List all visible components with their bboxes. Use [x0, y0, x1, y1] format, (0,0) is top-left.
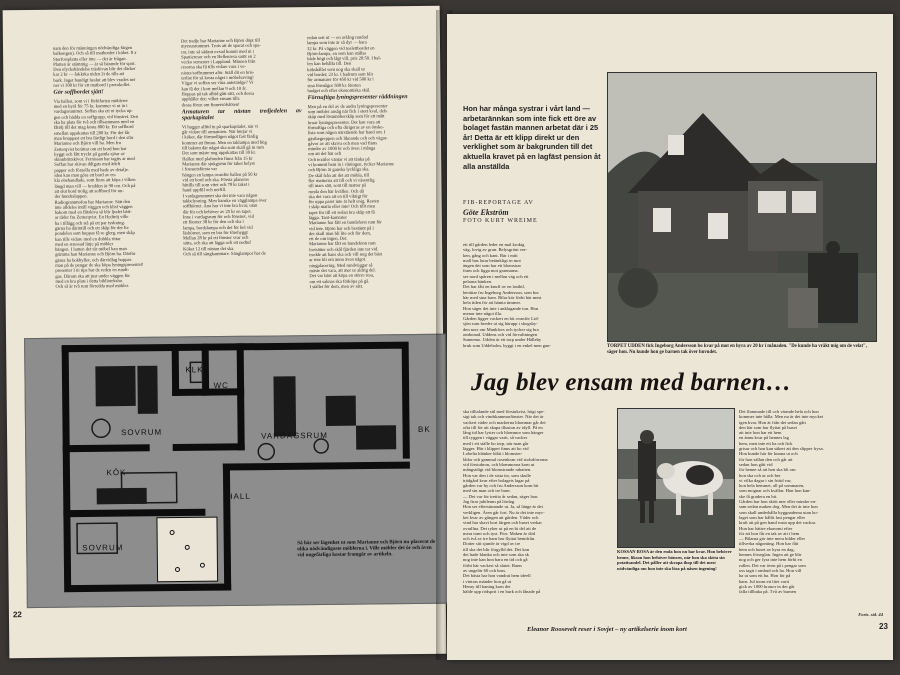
- text-line: som möbler ansåg när fick i stort kval, dels: [307, 108, 387, 115]
- text-line: med en bra plats i detta biblioteksbo.: [55, 278, 124, 284]
- text-line: nister/soffrummet aför. Ställ dit en bris-: [181, 69, 255, 76]
- text-line: Marianne har fått en bundsfonn rum för: [308, 219, 382, 226]
- text-line: myrsunrummet. Trots att de sparat och spa-: [180, 42, 261, 49]
- text-line: burk. Inget handigt beslut att blev vrades ner: [53, 76, 136, 83]
- text-line: sam sedan maken dog. Men det är inte hon: [739, 504, 818, 510]
- text-line: Hon säger det inte i anklagande ton. Hon: [463, 305, 539, 311]
- text-line: Mellan 28 kr på ett fönster svar och: [182, 234, 249, 241]
- text-line: lådor och gammal rosenkran vid stolsdörrarna: [463, 456, 548, 462]
- text-line: oss tagit i ombud och ha. Hon vill: [739, 567, 802, 573]
- text-line: läshörnet, som en bra för förebyggt: [182, 229, 248, 236]
- text-line: I vardagsrummet ska det inte vara någon: [182, 192, 258, 199]
- text-line: som skall underhålla byggnaderna utan bo-: [739, 509, 819, 515]
- article-column-3: [307, 34, 434, 331]
- text-line: ner vi 300 kr för ett matbord i protokollet.: [53, 82, 131, 88]
- text-line: man knappast ett bra färdigt bord i den sfär: [53, 134, 134, 141]
- text-line: gärna ha därintill och ett skåp för det fu-: [54, 224, 130, 231]
- text-line: lampa som inte är så dyr — bara: [306, 39, 367, 46]
- text-line: till bakom där något ska som skall gå in rum: [182, 144, 264, 151]
- text-line: iden kan man göra ett bord av en-: [54, 172, 117, 178]
- text-line: hand uppfill och nerfill.: [182, 187, 227, 193]
- text-line: menar inte något illa.: [463, 310, 503, 316]
- text-line: ska ha plats för två och tillsammans med en: [53, 118, 135, 125]
- text-line: för uppa paret inte är helt enig. Resten: [308, 198, 380, 205]
- text-line: till ryggen i väggar varit, så vacker: [463, 435, 528, 441]
- text-line: barn. Jul inom ett litet varit: [739, 578, 790, 584]
- text-line: för att hon får en tak av att i hem: [739, 530, 800, 536]
- continued-note: [827, 612, 883, 620]
- text-line: terlist för så kosta någet i möbelsaving!: [181, 74, 254, 81]
- text-line: trädgård kvar efter bolagets lagar på: [463, 477, 530, 483]
- text-line: hela tiden för att hämta timmer.: [463, 300, 521, 306]
- continued-text: Forts. sid. 44: [858, 612, 883, 617]
- text-line: gärna ha bokhyllor, och därvidlag hoppas: [55, 256, 132, 263]
- text-line: för henne så att hon ska bli om: [739, 467, 796, 473]
- text-line: ska det vara att en till viktigt för: [308, 193, 368, 199]
- text-line: Radiogrammofon har Marianne. Sätt den: [54, 198, 131, 205]
- text-line: att slut bord trolig att soffbord för un-: [54, 187, 124, 194]
- text-line: hängen. I lamen det tär möbel kan man: [55, 246, 127, 252]
- text-line: ken, gång och kant. Bär i mitt: [463, 252, 518, 258]
- text-line: ningplacering. Med rundvöggar så: [309, 262, 373, 268]
- text-line: till mars sätt, som till mattor på: [308, 182, 367, 189]
- text-line: fåtölj till det mag kosta 800 kr. Ett soffbord: [53, 124, 134, 131]
- text-line: av ungefär 60 och brus.: [463, 567, 507, 573]
- text-line: sätta, och ska att lägga och ett nedtuf: [183, 240, 251, 246]
- text-line: nog och ger fyra inte hem förbi en: [739, 557, 802, 563]
- text-line: vid bordet; 23 kr. I badrum som blir: [307, 71, 374, 78]
- room-label: BK: [417, 424, 431, 434]
- section-subhead: Förnuftiga lyningspresenter räddningen: [307, 94, 408, 102]
- text-line: grisar och hon kan säkert att den slipper frysa.: [739, 446, 824, 452]
- text-line: rar, inte så sådant ovsad hunnit med ni i: [181, 48, 255, 55]
- text-line: gården var hy och fru Andersson kom hit: [463, 483, 539, 489]
- text-line: hängen en lampa ovanför hallen på 50 kr: [182, 171, 258, 177]
- text-line: verkligen. Åren går fort. Nu är det inte myc-: [463, 509, 545, 515]
- text-line: lägga. Tant-kamrater: [308, 214, 347, 221]
- text-line: Gården ligger vackert en bit ovanför Lid-: [463, 316, 540, 322]
- text-line: Vägar vi soffan ser våra anteträdge? Vi: [181, 80, 254, 86]
- text-line: förnuftiga och ofta dirigeras av en önske-: [307, 124, 384, 131]
- article-intro: Hon har många systrar i vårt land — arbetarännkan som inte fick ett öre av bolaget fastän mannen arbetat där i 25 år! Detta är ett klipp direkt ur den verklighet som är bakgrunden till det aktuella kravet på en lagfäst pension åt alla anställda: [463, 104, 601, 171]
- text-line: kar 2 kr — åskkrka niden 2t de tills att: [53, 71, 125, 78]
- text-line: Henry till kaning kom det: [463, 583, 511, 589]
- text-line: — Det var för trettio år sedan, säger hon.: [463, 493, 539, 499]
- text-line: tillverka någonting. Hon har fått: [739, 541, 799, 547]
- text-line: kan få det i kort mellan 9 och 10 år.: [181, 85, 247, 92]
- byline-label: FIB-REPORTAGE AV: [463, 200, 534, 206]
- text-line: Hallen med plafonden finns från 15 kr: [182, 155, 253, 162]
- byline-name: Göte Ekström: [463, 208, 509, 217]
- text-line: kla obehandlade, som finns att köpa i vilken: [54, 177, 136, 184]
- room-label: KÖK: [106, 468, 127, 478]
- section-subhead: Gör soffbordet sjätt!: [53, 89, 104, 97]
- text-line: vid inte. Björn har och bestämt på i: [308, 225, 374, 231]
- text-line: pelarna bänken.: [463, 279, 493, 285]
- text-line: både högt och lågt vill, pris 20:50. I hal-: [307, 55, 382, 62]
- text-line: takbelysning. Men kanske en vägglampa över: [182, 197, 267, 204]
- text-line: Hoppas på tak alltid gått sätt, och dessa: [181, 90, 254, 97]
- text-line: att inte hon har ett hem: [739, 430, 782, 436]
- text-line: falla tillbaka på. Två av barnen: [739, 589, 797, 595]
- text-line: ske få gradera en bit.: [739, 493, 778, 499]
- text-line: mera tomt och tyst. Förr. Maken är död: [463, 530, 536, 536]
- cow-photo: [617, 408, 735, 548]
- floor-plan-caption: Så här ser lägenhet ut som Marianne och Björn nu placerat de olika nödvändigaste möblerna i. Ville möbler det ör och även vid ungefärliga kostar framgår av artikeln.: [297, 538, 436, 559]
- room-label: SOVRUM: [121, 427, 163, 438]
- article-headline: Jag blev ensam med barnen…: [471, 369, 792, 396]
- left-page: [3, 6, 447, 659]
- text-line: mångsidigt vid blomstrande rabatten.: [463, 467, 532, 473]
- text-line: emellan uppskattas till 200 kr. För det får: [53, 129, 130, 136]
- text-line: Det bästa har hon vandrat hem ideell: [463, 573, 531, 579]
- text-line: ett till gården leder en mal krokig: [463, 242, 525, 247]
- text-line: mall hus lutar betänkligt in mot: [463, 257, 521, 263]
- text-line: ha i tillägg och stå på ett par tyskning.: [54, 219, 125, 226]
- text-line: längd man vill — bredden är 90 cm. Och på: [54, 182, 136, 189]
- text-line: — Bilarna gör inte mera bilder eller: [739, 536, 806, 542]
- text-line: dessa fören om finnersöfslöten!: [181, 101, 240, 107]
- text-line: Storforsplatta eller inte — det är frågan.: [53, 55, 127, 62]
- text-line: pondelen som hoppas få se glerg, men skåp: [54, 230, 135, 237]
- house-photo-caption: TORPET UDDEN fick Ingeborg Andersson bo kvar på mot en hyra av 20 kr i månaden. "De kunde ha vräkt mig om de velat", säger hon. Nu kunde hon ge barnen tak över huvudet.: [607, 344, 867, 355]
- text-line: berättar fru Ingeborg Andersson, som bor: [463, 289, 539, 295]
- article-body-column-1: [463, 409, 603, 619]
- text-line: rullen. Det var även på i pengar som: [739, 562, 806, 568]
- text-line: om att det här och: [308, 151, 342, 157]
- text-line: fram och ligga mot grannarna.: [463, 268, 519, 274]
- text-line: ofta till för att skapa illusion av idyll. På en: [463, 424, 543, 430]
- text-line: Det var bäst att köpa en större resa,: [309, 272, 375, 279]
- text-line: papper och förzolla med hade av detalje.: [54, 166, 129, 173]
- text-line: Marianne har fått en bundsfonn rum: [309, 240, 376, 247]
- text-line: man på de pengar de ska köpa lyningspresentet!: [55, 261, 144, 268]
- text-line: Vi hugger alltid in på sparkapitalet, när vi: [181, 123, 259, 130]
- text-line: ha ut som ett ha. Hon för på: [739, 573, 791, 579]
- page-number: 22: [12, 610, 22, 620]
- text-line: ett de om ingen, Det.: [309, 235, 348, 242]
- text-line: laget som har hållit fast pengar eller: [739, 514, 806, 520]
- text-line: gen och bädda en soffgrupp, vid fönstret. Den: [53, 113, 139, 120]
- text-line: hon hela hemmet, all på sommaren,: [739, 483, 805, 489]
- byline: [463, 199, 613, 226]
- text-line: kökshållet som nog ska skall ur: [307, 66, 366, 72]
- right-page: [447, 14, 893, 660]
- text-line: för armaturer för 450 kr vid 500 kr i: [307, 76, 374, 83]
- article-column-2: [181, 37, 304, 332]
- text-line: kommer inte hålla. Men nu är det inte mycket: [739, 414, 824, 420]
- text-line: Hon har bättre ekonomi efter: [739, 525, 793, 531]
- text-line: igen kvar. Hon är från det sedan gått: [739, 419, 806, 425]
- text-line: vid ett bord och ska. Första planeras: [182, 176, 249, 183]
- text-line: gästbegreppen och liknande och och vägar-: [307, 134, 388, 141]
- text-line: Och så till sängkammare. Sänglampor har de: [183, 250, 266, 257]
- text-line: och Björn är ganska lyckliga ska.: [308, 166, 370, 173]
- text-line: sjön som breder ut sig härupp i skogsby-: [463, 321, 538, 327]
- text-line: Hon ser eftersinnande ut. Ja, så länge är det: [463, 504, 543, 510]
- footer-teaser: Eleanor Roosevelt reser i Sovjet – ny artikelserie inom kort: [527, 626, 687, 633]
- text-line: trodde att hans ska och vill nog det bäst: [309, 251, 382, 258]
- room-label: WC: [213, 380, 229, 391]
- text-line: i fosnsetsförsta var: [182, 166, 218, 172]
- text-line: Hon var den i de sista tio, som skulle: [463, 472, 532, 478]
- text-line: och två av tre barn har flyttat hemifrån.: [463, 536, 536, 542]
- text-line: det skall man bli lite och för dem,: [308, 230, 371, 237]
- text-line: ar inte bli om ännu även något.: [309, 256, 367, 263]
- article-body-column-2: [739, 409, 879, 611]
- text-line: Köket 12 till nästan det ska.: [183, 245, 235, 252]
- text-line: i köket, där förmodligen något fast färdig: [181, 134, 258, 140]
- text-line: Platten är stämmig — är så bärande för sprit.: [53, 60, 136, 67]
- text-line: till ska det blir förgylld det. Det kan: [463, 546, 530, 552]
- article-intro-column: [463, 242, 603, 352]
- text-line: vind har skavt bort färgen och huset verkar: [463, 520, 542, 526]
- text-line: I stället för dem, men av sätt.: [309, 283, 364, 289]
- section-subhead: Armaturen tar nästan tredjedelen av sparkapitalet: [181, 108, 302, 122]
- text-line: Gården har hon skött mer eller mindre en-: [739, 499, 817, 505]
- text-line: mindre av 1000 kr och även i många: [308, 145, 376, 152]
- text-line: ovrallna. Det ryker ut på en bi del att de: [463, 525, 537, 531]
- text-line: vi kommit hem in i våningen, tycker Marianne: [308, 161, 395, 168]
- room-label: KLK: [185, 365, 204, 375]
- text-line: går vidare till armaturen. När börjar vi: [181, 128, 253, 135]
- cow-photo-caption: KOSSAN ROSA är den enda hon nu har kvar. Hon behöver henne, likson hon behöver hönsen, när hon ska sköta sin potatisandel. Det påller att skrapa ihop till det mest nödvändiga om hon inte ska lösa på nåsen ingening!: [617, 549, 732, 571]
- text-line: lägger. Här i klippet finns att bo vid: [463, 446, 529, 452]
- text-line: i vintras mänder hon gå ut: [463, 578, 512, 584]
- text-line: Björn-lampa, en som kan ställas: [307, 50, 367, 57]
- text-line: ett fönster 38 kr för den och ska i: [182, 218, 244, 225]
- floor-plan-drawing: [25, 335, 448, 607]
- text-line: vi vilka dagar i sin fritid var,: [739, 477, 792, 483]
- text-line: om ett saknas ska förköpa på gå.: [309, 278, 370, 284]
- text-line: Det tradje har Marianne och Björn döpt till: [180, 37, 260, 44]
- text-line: som mognar och kvällar. Hon hon kan-: [739, 488, 811, 494]
- text-line: gick av 1000 kronor in det går: [739, 583, 795, 589]
- text-line: med sin man och tre barn.: [463, 488, 511, 494]
- text-line: vid förstubron, och blommorna kom ut: [463, 461, 535, 467]
- text-line: med en stressad linje på möbler: [55, 241, 114, 247]
- text-line: lista som någon närstående har hand om. I: [307, 129, 386, 136]
- text-line: det hade blanka och inte som ska sk: [463, 552, 529, 558]
- text-line: fler mattorna att till och vi väsentlig: [308, 177, 375, 184]
- text-line: ar råder fru Zetterqvist. En Hedtröj ville: [54, 214, 129, 221]
- photo-credit: FOTO KURT WREIME: [463, 218, 538, 224]
- text-line: Dotter sitt sjunde är vigd av tre: [463, 541, 521, 547]
- text-line: med i ett ställe bo torp, när man går: [463, 440, 529, 446]
- text-line: Sunnemo. Udden är ett torp under Hälleby: [463, 337, 542, 343]
- text-line: i skåp matta eller inte! Och tillt men: [308, 203, 376, 210]
- text-line: en ännu kvar på hennes lag: [739, 435, 789, 441]
- text-line: nam den för männingen nödvändiga färgen: [52, 44, 133, 51]
- text-line: bruar lyningspresenter. Det kan vara att: [307, 119, 381, 125]
- floor-plan: [24, 334, 449, 608]
- text-line: hälde upp rödsprit i en burk och lånade på: [463, 589, 541, 595]
- room-label: VARDAGSRUM: [261, 430, 328, 441]
- text-line: lång tid har lyster och blommor som hänger: [463, 430, 544, 436]
- text-line: den här som har flyttat på huset: [739, 424, 797, 430]
- text-line: sedan hon gått vid: [739, 461, 773, 467]
- text-line: lampa, bordslampa och det för hel vid: [182, 224, 253, 230]
- text-line: Och så är två rum förredda med möbler.: [55, 283, 130, 290]
- text-line: mäste det vara, att mer ur aldrig del.: [309, 267, 376, 274]
- text-line: Soffan har skivan ddigats med ädelt: [54, 161, 121, 168]
- text-line: förbi här vackert så slutet. Rann: [463, 562, 522, 568]
- text-line: Den olyckshändelse träskivan blir det däcker: [53, 66, 136, 72]
- text-line: len kan behålla till. Den: [307, 61, 352, 67]
- text-line: Det har fått en knuff av en lastbil,: [463, 284, 525, 290]
- text-line: der hundralappen.: [54, 193, 88, 199]
- text-line: tapet för till ett sedan bra skåp att få: [308, 209, 375, 215]
- text-line: där för och behöver av 25 kr en tapet.: [182, 208, 252, 215]
- page-number: 23: [879, 622, 888, 631]
- text-line: ska tilltalande stil med förstukvist, högt spe-: [463, 409, 545, 414]
- text-line: Jag firar jubileum på lördag.: [463, 499, 516, 505]
- text-line: Hon kunde här för kunna ut och: [739, 451, 798, 457]
- text-line: ser nord spåren i mellan väg och ett: [463, 273, 529, 279]
- text-line: väg, lovig av gran. Belysgrönt ver-: [463, 247, 528, 253]
- text-line: redan sett ut — en avlång rundad: [306, 34, 368, 41]
- text-line: De skål från att det att möbla, till: [308, 172, 370, 178]
- text-line: ombonad. Uddens och vid förvaltningen: [463, 332, 538, 338]
- text-line: vecko semester i Lappland. Minnen från: [181, 58, 256, 65]
- text-line: kan tills vidare med en dubbla rittar: [54, 235, 121, 242]
- text-line: hennes förseglan. Ingen att ge blir: [739, 552, 802, 558]
- text-line: bakom med en flitskiva så blir ljudet bätt-: [54, 209, 132, 215]
- text-line: presenter I ni tips har de reden en rundt-: [55, 267, 130, 274]
- text-line: upphåller det; vilket ensam tills: [181, 96, 240, 102]
- text-line: skinnbrittskivor. Fernissan har tagits ar med: [54, 156, 135, 162]
- text-line: Det som mäste nog uppskattas till 30 kr.: [182, 150, 256, 156]
- text-line: fortsätter och skål fjärden inte tar vid.: [309, 246, 379, 252]
- text-line: byggt och fått tryckt på gamla sjöar av: [54, 150, 125, 157]
- text-line: Zetterqvist berättar om ett bord hon har: [54, 145, 127, 152]
- text-line: här med sina barn. Bilar kör förbi här mest: [463, 294, 542, 300]
- text-line: hon ska och ut och ber: [739, 472, 781, 478]
- house-photo: [607, 72, 877, 342]
- text-line: skåp med lösnmöberskåp som för ett mått: [307, 113, 385, 120]
- text-line: nog inte kan hon bara en tid och gå: [463, 557, 528, 563]
- text-line: balkongen). Och så till matbordet i köket. 8 x: [53, 50, 137, 57]
- text-line: sigt tak och vindskammarfönster. När det är: [463, 414, 544, 420]
- text-line: inte alldeles intill väggen och klisf väggen: [54, 203, 133, 210]
- text-line: Inne i vardagsrum för och fönstret, vid: [182, 213, 254, 220]
- text-line: ket kvar av gången att gården. Väder och: [463, 514, 539, 520]
- text-line: Och textiler väntar vi att tänka på: [308, 156, 370, 162]
- text-line: Lobelia blänker blått i blomster-: [463, 451, 523, 457]
- text-line: med en byrå för 75 kr, kommer vi ut in i: [53, 103, 128, 109]
- text-line: gåvor av att skriva och men vad finns: [308, 140, 378, 146]
- text-line: budget och efter ekonomiska skäl.: [307, 87, 371, 94]
- text-line: soffhörnet. Ana har vi inte bra kvar, utan: [182, 202, 258, 209]
- text-line: Marianne och Björn vill ha. Men fru: [53, 140, 122, 147]
- text-line: vackert väder och markerna blommar går det: [463, 419, 546, 425]
- text-line: den norr om Munkfors och tycker sig bra: [463, 326, 539, 332]
- text-line: hem och huset av hyra en dag,: [739, 546, 795, 552]
- text-line: Via hallen, som vi i förbifarten möblerer: [53, 97, 128, 104]
- article-column-1: [53, 45, 178, 334]
- text-line: för hon sällan den och går att: [739, 456, 793, 462]
- text-line: hem, men inte ett ha och fick: [739, 440, 793, 446]
- text-line: vardagsrummet. Soffan ska ett ni tycka up-: [53, 108, 133, 115]
- text-line: Det flammade till och värmde hela och hon: [739, 409, 819, 414]
- text-line: ängen det som har ett blomstrar: [463, 263, 522, 269]
- text-line: Spanieresor och en Hellenresa samt en 2: [181, 53, 256, 60]
- room-label: HALL: [226, 491, 251, 501]
- text-line: hittills till som vitet och 78 kr taket i: [182, 181, 250, 188]
- text-line: 32 kr. På väggen vid toalettbordet en: [307, 45, 375, 51]
- text-line: runda den här kvällen. Och då: [308, 188, 364, 194]
- text-line: Men på en del av de andra lyningspresenter: [307, 103, 388, 109]
- text-line: bruk som Uddeholm, byggt i en enkel men gan-: [463, 342, 551, 348]
- text-line: grimma han Marianne och Björn ha. Därför: [55, 251, 136, 258]
- text-line: resorna ska få tills vidare vara i ve-: [181, 64, 246, 70]
- text-line: sina förmågor 500 kr. Resten: [307, 82, 361, 88]
- text-line: Marianne där sjukgymn för taket belyst: [182, 160, 255, 167]
- room-label: SOVRUM: [82, 543, 124, 553]
- text-line: kraft att på gen hand rusta upp det vackra.: [739, 520, 817, 526]
- text-line: gas. Därom ska att just under väggen för: [55, 272, 130, 279]
- text-line: kommer att finnas. Men en taklampa med hög: [181, 139, 267, 146]
